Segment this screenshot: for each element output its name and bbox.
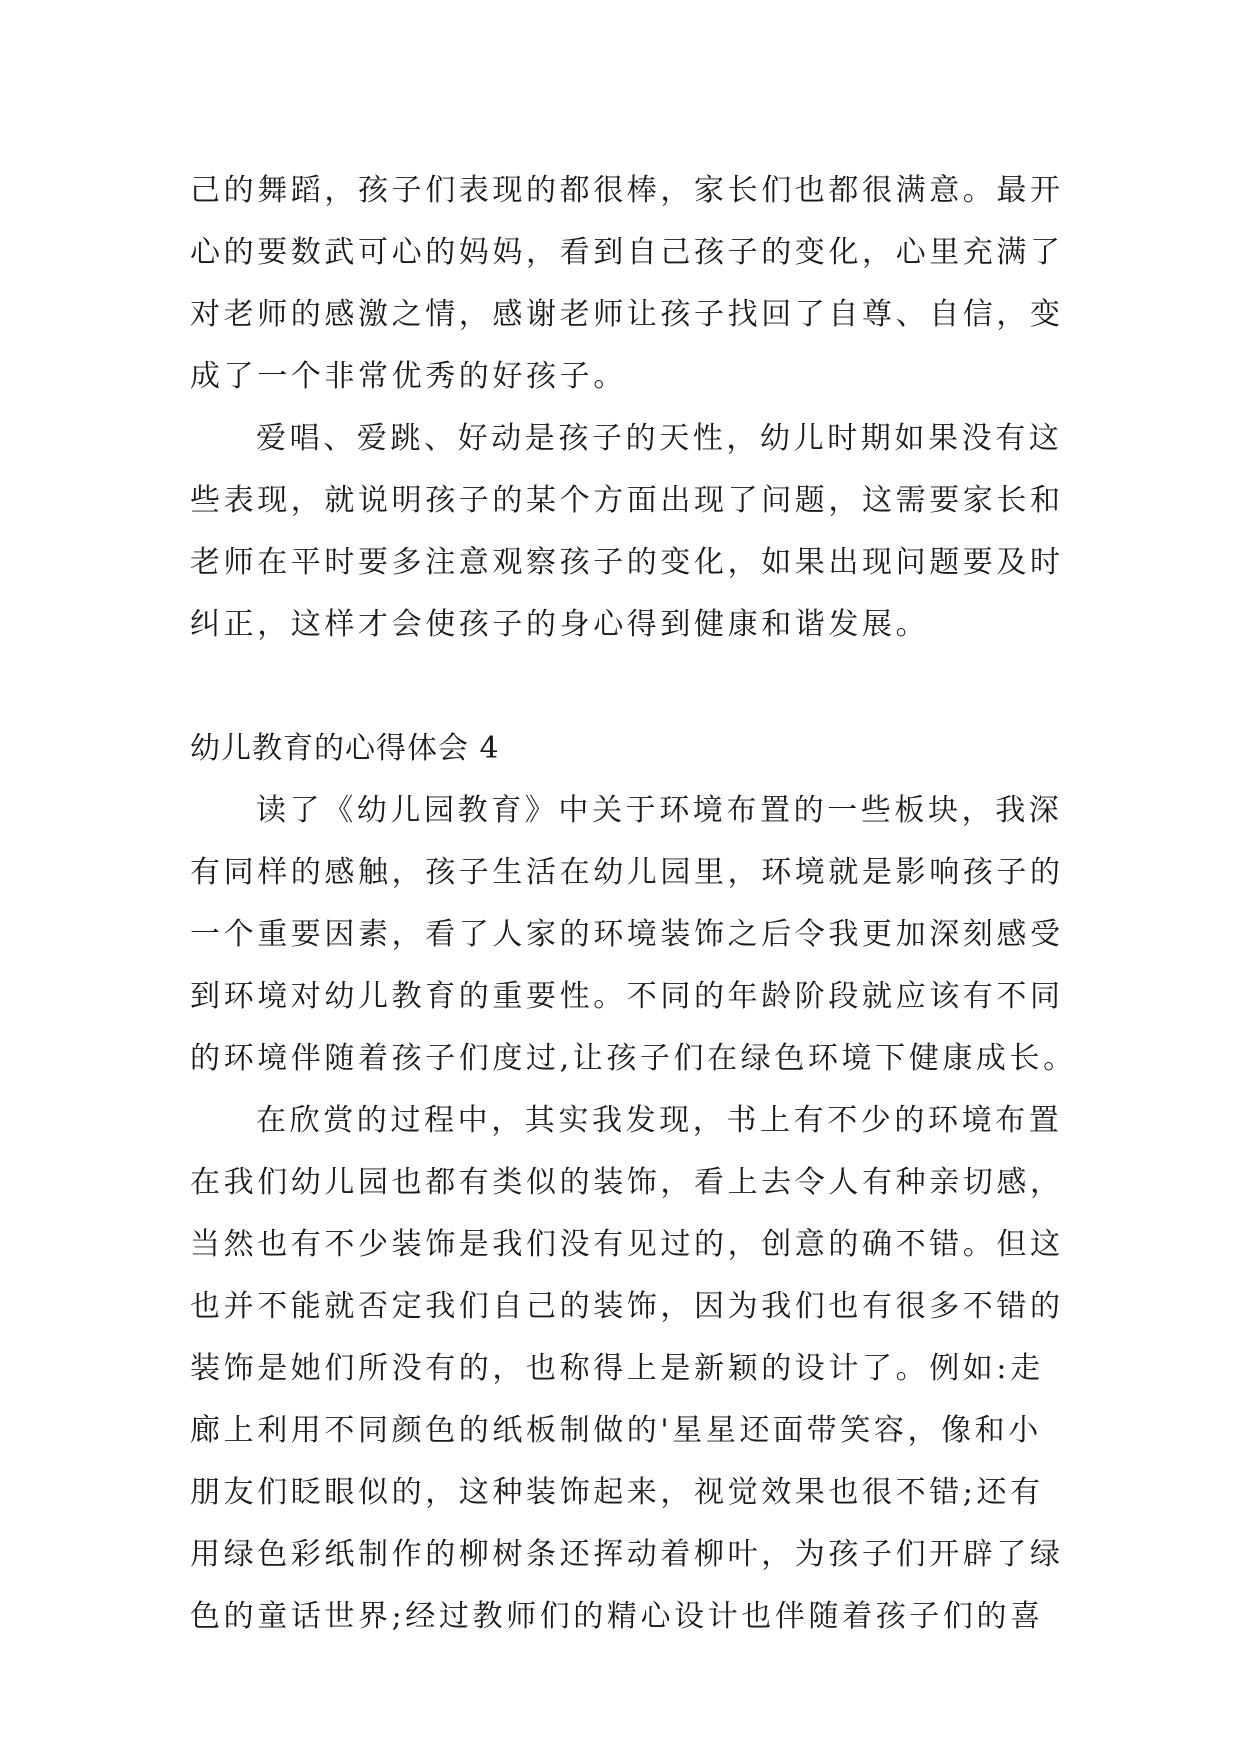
text-line: 老师在平时要多注意观察孩子的变化，如果出现问题要及时: [190, 545, 1064, 580]
text-line: 廊上利用不同颜色的纸板制做的'星星还面带笑容，像和小: [190, 1413, 1042, 1448]
paragraph-4: [190, 1090, 1064, 1648]
text-line: 到环境对幼儿教育的重要性。不同的年龄阶段就应该有不同: [190, 979, 1064, 1014]
paragraph-1: [190, 160, 1064, 408]
text-line: 爱唱、爱跳、好动是孩子的天性，幼儿时期如果没有这: [256, 421, 1063, 456]
text-line: 己的舞蹈，孩子们表现的都很棒，家长们也都很满意。最开: [190, 173, 1064, 208]
text-line: 些表现，就说明孩子的某个方面出现了问题，这需要家长和: [190, 483, 1064, 518]
text-line: 纠正，这样才会使孩子的身心得到健康和谐发展。: [190, 607, 930, 642]
text-line: 的环境伴随着孩子们度过,让孩子们在绿色环境下健康成长。: [190, 1041, 1077, 1076]
section-heading: 幼儿教育的心得体会 4: [190, 731, 500, 766]
text-line: 色的童话世界;经过教师们的精心设计也伴随着孩子们的喜: [190, 1599, 1044, 1634]
text-line: 读了《幼儿园教育》中关于环境布置的一些板块，我深: [256, 793, 1063, 828]
document-body: [190, 160, 1077, 1648]
text-line: 当然也有不少装饰是我们没有见过的，创意的确不错。但这: [190, 1227, 1064, 1262]
text-line: 用绿色彩纸制作的柳树条还挥动着柳叶，为孩子们开辟了绿: [190, 1537, 1064, 1572]
paragraph-3: [190, 780, 1077, 1090]
text-line: 心的要数武可心的妈妈，看到自己孩子的变化，心里充满了: [190, 235, 1064, 270]
section-spacer: [190, 656, 1060, 718]
text-line: 朋友们眨眼似的，这种装饰起来，视觉效果也很不错;还有: [190, 1475, 1044, 1510]
text-line: 装饰是她们所没有的，也称得上是新颖的设计了。例如:走: [190, 1351, 1044, 1386]
text-line: 一个重要因素，看了人家的环境装饰之后令我更加深刻感受: [190, 917, 1064, 952]
text-line: 也并不能就否定我们自己的装饰，因为我们也有很多不错的: [190, 1289, 1064, 1324]
text-line: 对老师的感激之情，感谢老师让孩子找回了自尊、自信，变: [190, 297, 1064, 332]
paragraph-2: [190, 408, 1064, 656]
text-line: 在我们幼儿园也都有类似的装饰，看上去令人有种亲切感，: [190, 1165, 1064, 1200]
text-line: 在欣赏的过程中，其实我发现，书上有不少的环境布置: [256, 1103, 1063, 1138]
text-line: 成了一个非常优秀的好孩子。: [190, 359, 627, 394]
text-line: 有同样的感触，孩子生活在幼儿园里，环境就是影响孩子的: [190, 855, 1064, 890]
